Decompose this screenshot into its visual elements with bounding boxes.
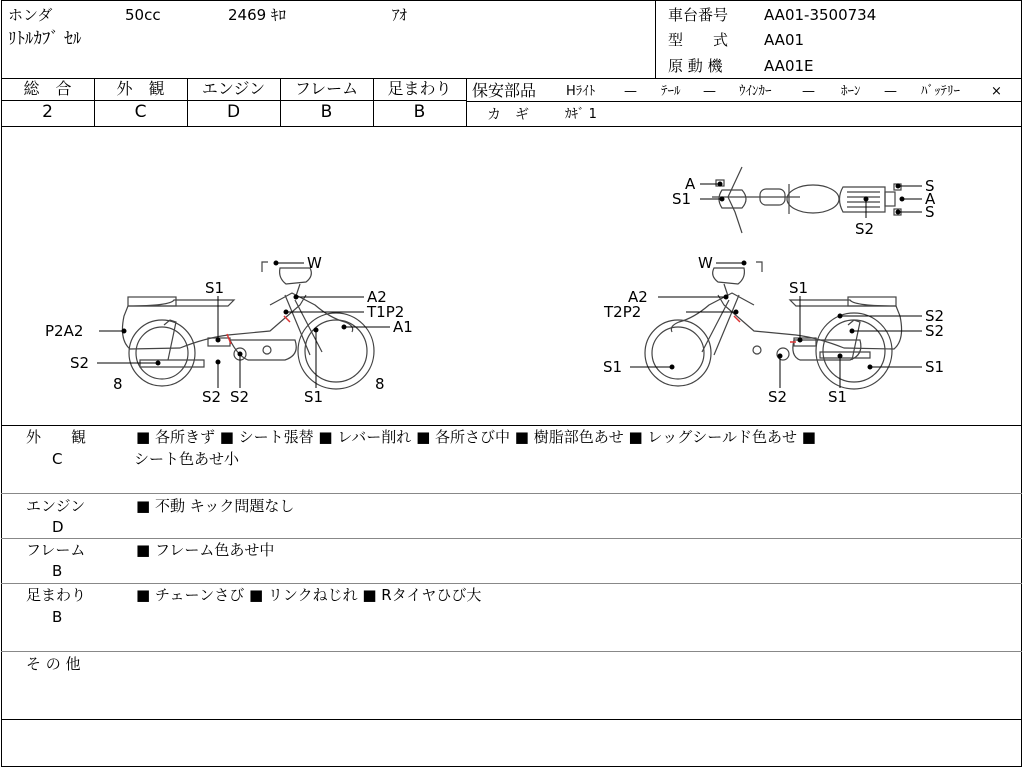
rule [1,493,1022,494]
remark-frame-label: フレーム [26,541,86,559]
scooter-diagram [0,127,1022,425]
remark-engine-line1: ■ 不動 キック問題なし [136,497,295,515]
maker: ホンダ [8,6,53,24]
safety-winker: ｳｲﾝｶｰ [739,84,772,99]
remark-frame-line1: ■ フレーム色あせ中 [136,541,275,559]
body-color: ｱｵ [392,6,408,24]
remark-exterior-line1: ■ 各所きず ■ シート張替 ■ レバー削れ ■ 各所さび中 ■ 樹脂部色あせ ■ レッグシールド色あせ ■ [136,428,816,446]
right-label-s2-r1: S2 [925,307,945,325]
right-label-s2-bottom: S2 [768,388,788,406]
grade-overall-value: 2 [42,102,53,122]
top-label-s-right2: S [925,203,935,221]
left-label-a2: A2 [367,288,387,306]
grade-overall-label: 総 合 [23,79,72,98]
remark-exterior-grade: C [52,450,63,468]
safety-tail: ﾃｰﾙ [661,84,681,99]
left-label-8-left: 8 [113,375,123,393]
left-label-s1: S1 [205,279,225,297]
mileage: 2469 ｷﾛ [228,6,286,24]
key-value: ｶｷﾞ 1 [565,107,597,122]
rule [1,100,466,101]
safety-tail-status: — [703,84,716,99]
right-label-w: W [698,254,713,272]
top-label-a-right: A [925,190,936,208]
remark-other-label: そ の 他 [26,655,81,673]
grade-engine-value: D [226,102,241,122]
type-value: AA01 [764,31,805,49]
top-label-s2-bottom: S2 [855,220,875,238]
key-label: カ ギ [487,107,529,123]
right-label-a2: A2 [628,288,648,306]
grade-frame-value: B [320,102,333,122]
left-label-a1: A1 [393,318,413,336]
right-label-s1-right: S1 [925,358,945,376]
displacement: 50cc [125,6,161,24]
safety-battery-status: × [991,84,1002,99]
right-label-s1-left: S1 [603,358,623,376]
engine-label: 原 動 機 [668,57,723,75]
safety-horn-status: — [884,84,897,99]
safety-label: 保安部品 [472,81,537,100]
safety-headlight: Hﾗｲﾄ [566,84,596,99]
grade-exterior-label: 外 観 [116,79,165,98]
left-label-s2-b: S2 [230,388,250,406]
left-label-w: W [307,254,322,272]
left-label-t1p2: T1P2 [367,303,405,321]
grade-suspension-value: B [413,102,426,122]
frame-no: AA01-3500734 [764,6,877,24]
rule [1,538,1022,539]
right-label-s2-r2: S2 [925,322,945,340]
grade-engine-label: エンジン [201,79,266,98]
grade-exterior-value: C [134,102,147,122]
remark-suspension-grade: B [52,608,63,626]
remark-suspension-line1: ■ チェーンさび ■ リンクねじれ ■ Rタイヤひび大 [136,586,482,604]
rule [1,425,1022,426]
left-view-scooter [122,262,374,389]
grade-frame-label: フレーム [294,79,359,98]
remark-exterior-line2: シート色あせ小 [134,450,240,468]
rule [466,78,467,126]
rule [1,719,1022,720]
left-label-8-right: 8 [375,375,385,393]
left-label-s1-bottom: S1 [304,388,324,406]
left-label-s2-left: S2 [70,354,90,372]
engine-value: AA01E [764,57,814,75]
rule [1,583,1022,584]
top-label-s1-left: S1 [672,190,692,208]
frame-no-label: 車台番号 [668,6,729,24]
remark-engine-grade: D [52,518,64,536]
safety-headlight-status: — [624,84,637,99]
grade-suspension-label: 足まわり [387,79,452,98]
remark-engine-label: エンジン [26,497,86,515]
right-view-scooter [645,262,902,389]
safety-horn: ﾎｰﾝ [841,84,861,99]
safety-battery: ﾊﾞｯﾃﾘｰ [921,84,960,99]
remark-suspension-label: 足まわり [26,586,87,604]
model-name: ﾘﾄﾙｶﾌﾞ ｾﾙ [8,29,82,49]
header-divider [655,0,656,78]
right-label-t2p2: T2P2 [604,303,642,321]
right-label-s1-top: S1 [789,279,809,297]
rule [1,651,1022,652]
left-label-p2a2: P2A2 [45,322,84,340]
remark-exterior-label: 外 観 [26,428,87,446]
top-label-a-left: A [685,175,696,193]
rule [466,101,1022,102]
left-label-s2-a: S2 [202,388,222,406]
top-label-s-right1: S [925,177,935,195]
right-label-s1-bottom: S1 [828,388,848,406]
remark-frame-grade: B [52,562,63,580]
safety-winker-status: — [802,84,815,99]
type-label: 型 式 [668,31,729,49]
